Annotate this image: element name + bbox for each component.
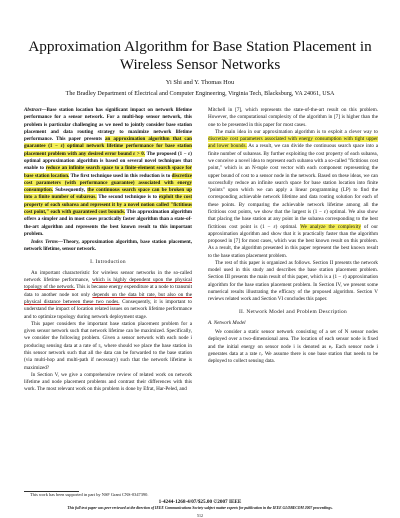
highlight: We analyze the complexity [300, 223, 361, 230]
highlight: the continuous search space can be broken up into a finite number of subareas. [24, 187, 192, 201]
intro-paragraph-3: In Section V, we give a comprehensive review of related work on network lifetime and node placement problems and contrast their differences with this work. The most relevant work on this problem is done by Efrat, Har-Peled, and [24, 371, 192, 393]
highlight: discretize cost parameters (with performance guarantee) associated with energy consumption. [24, 172, 192, 194]
footnote: This work has been supported in part by NSF Grant CNS-0347390. [30, 492, 149, 497]
page-number: 512 [197, 513, 203, 518]
isbn-line: 1-4244-1268-4/07/$25.00 ©2007 IEEE [158, 499, 242, 505]
highlight: an approximation algorithm that can guarantee (1 − ε) optimal network lifetime performance for base station placement problem with any desired error bound ε > 0. [24, 136, 192, 157]
right-column [208, 107, 378, 366]
subsection-heading: A. Network Model [208, 319, 246, 326]
intro-paragraph-1: An important characteristic for wireless sensor networks in the so-called network lifetime performance, which is highly dependent upon the physical topology of the network. This is because energy expenditure at a node to transmit data to another node not only depends on the data bit rate, but also on the physical distance between these two nodes. Consequently, it is important to understand the impact of location related issues on network lifetime performance and to optimize topology during network deployment stage. [24, 269, 192, 320]
underline-annotation: depends on the data bit rate, but also on the physical distance between these two nodes. [24, 291, 192, 306]
affiliation: The Bradley Department of Electrical and Computer Engineering, Virginia Tech, Blacksburg, VA 24061, USA [65, 91, 335, 97]
body-paragraph: Mitchell in [7], which represents the state-of-the-art result on this problem. However, the computational complexity of the algorithm in [7] is higher than the one to be presented in this paper for most cases. [208, 107, 378, 128]
index-terms: Index Terms—Theory, approximation algorithm, base station placement, network lifetime, sensor network. [24, 239, 192, 253]
highlight: exploit the cost property of each subarea and represent it by a novel notion called "fictitious cost point," each with guaranteed cost bounds. [24, 194, 192, 215]
review-notice: This full text paper was peer reviewed at the direction of IEEE Communications Society subject matter experts for publication in the IEEE GLOBECOM 2007 proceedings. [67, 506, 333, 510]
abstract: Abstract—Base station location has significant impact on network lifetime performance for a sensor network. For a multi-hop sensor network, this problem is particular challenging as we need to jointly consider base station placement and data routing strategy to maximize network lifetime performance. This paper presents an approximation algorithm that can guarantee (1 − ε) optimal network lifetime performance for base station placement problem with any desired error bound ε > 0. The proposed (1 − ε) optimal approximation algorithm is based on several novel techniques that enable to reduce an infinite search space to a finite-element search space for base station location. The first technique used in this reduction is to discretize cost parameters (with performance guarantee) associated with energy consumption. Subsequently, the continuous search space can be broken up into a finite number of subareas. The second technique is to exploit the cost property of each subarea and represent it by a novel notion called "fictitious cost point," each with guaranteed cost bounds. This approximation algorithm offers a simpler and in most cases practically faster algorithm than a state-of-the-art algorithm and represents the best known result to this important problem. [24, 107, 192, 237]
paper-title: Approximation Algorithm for Base Station Placement in Wireless Sensor Networks [28, 38, 372, 73]
body-paragraph: We consider a static sensor network consisting of a set of N sensor nodes deployed over a two-dimensional area. The location of each sensor node is fixed and the initial energy on sensor node i is denoted as eᵢ. Each sensor node i generates data at a rate rᵢ. We assume there is one base station that needs to be deployed to collect sensing data. [208, 329, 378, 365]
section-heading-model: II. Network Model and Problem Description [238, 308, 348, 315]
underline-annotation: which is highly dependent upon the physical topology of the network. [24, 277, 192, 291]
body-paragraph: The rest of this paper is organized as follows. Section II presents the network model used in this study and describes the base station placement problem. Section III presents the main result of this paper, which is a (1 − ε) approximation algorithm for the base station placement problem. In Section IV, we present some numerical results illustrating the efficacy of the proposed algorithm. Section V reviews related work and Section VI concludes this paper. [208, 259, 378, 303]
highlight: discretize cost parameters associated with energy consumption with tight upper and lower bounds. [208, 136, 378, 150]
section-heading-intro: I. Introduction [90, 258, 126, 265]
abstract-label: Abstract [24, 107, 42, 113]
authors: Yi Shi and Y. Thomas Hou [165, 79, 235, 86]
left-column [24, 107, 192, 394]
body-paragraph: The main idea in our approximation algorithm is to exploit a clever way to discretize cost parameters associated with energy consumption with tight upper and lower bounds. As a result, we can divide the continuous search space into a finite number of subareas. By further exploiting the cost property of each subarea, we conceive a novel idea to represent each subarea with a so-called "fictitious cost point," which is an N-tuple cost vector with each component representing the upper bound of cost to a sensor node in the network. Based on these ideas, we can successfully reduce an infinite search space for base station location into finite "points" upon which we can apply a linear programming (LP) to find the corresponding achievable network lifetime and data routing solution for each of these points. By comparing the achievable network lifetime among all the fictitious cost points, we show that the largest is (1 − ε) optimal. We also show that placing the base station at any point in the subarea corresponding to the best fictitious cost point is (1 − ε) optimal. We analyze the complexity of our approximation algorithm and show that it is practically faster than the algorithm proposed in [7] for most cases, which was the best known result on this problem. As a result, the algorithm presented in this paper represent the best known result to the base station placement problem. [208, 128, 378, 259]
intro-paragraph-2: This paper considers the important base station placement problem for a given sensor network such that network lifetime can be maximized. Specifically, we consider the following problem. Given a sensor network with each node i producing sensing data at a rate of rᵢ, where should we place the base station in this sensor network such that all the data can be forwarded to the base station (via multi-hop and multi-path if necessary) such that the network lifetime is maximized? [24, 320, 192, 371]
highlight: reduce an infinite search space to a finite-element search space for base station location. [24, 165, 192, 179]
